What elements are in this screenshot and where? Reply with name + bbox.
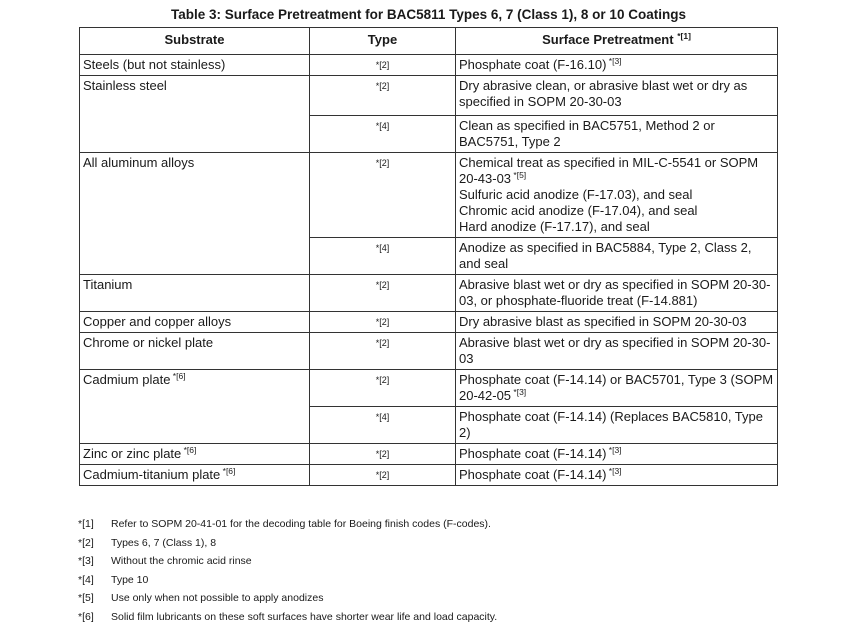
type-cell: *[4] xyxy=(310,407,456,444)
footnote: *[2] Types 6, 7 (Class 1), 8 xyxy=(78,536,217,549)
table-row xyxy=(80,465,778,486)
type-cell: *[2] xyxy=(310,275,456,312)
header-note-ref: *[1] xyxy=(677,31,691,41)
substrate-cell: Cadmium-titanium plate $^{*[6]}$ xyxy=(80,465,310,486)
type-cell: *[2] xyxy=(310,153,456,238)
table-row xyxy=(80,370,778,407)
header-type: Type xyxy=(310,28,456,55)
header-pretreatment: Surface Pretreatment $^{*[1]}$ xyxy=(456,28,778,55)
pretreatment-cell: Abrasive blast wet or dry as specified in SOPM 20-30-03 xyxy=(456,333,778,370)
pretreatment-cell: Dry abrasive clean, or abrasive blast wet or dry as specified in SOPM 20-30-03 xyxy=(456,76,778,116)
table-body xyxy=(80,55,778,486)
table-row xyxy=(80,76,778,116)
substrate-cell: Titanium xyxy=(80,275,310,312)
pretreatment-cell: Chemical treat as specified in MIL-C-5541 or SOPM 20-43-03 $^{*[5]}$ Sulfuric acid anodize (F-17.03), and seal Chromic acid anodize (F-17.04), and seal Hard anodize (F-17.17), and seal xyxy=(456,153,778,238)
pretreatment-cell: Anodize as specified in BAC5884, Type 2, Class 2, and seal xyxy=(456,238,778,275)
footnote: *[1] Refer to SOPM 20-41-01 for the decoding table for Boeing finish codes (F-codes). xyxy=(78,518,491,530)
pretreatment-cell: Phosphate coat (F-14.14) $^{*[3]}$ xyxy=(456,444,778,465)
substrate-cell: Chrome or nickel plate xyxy=(80,333,310,370)
pretreatment-cell: Phosphate coat (F-16.10) $^{*[3]}$ xyxy=(456,55,778,76)
type-cell: *[2] xyxy=(310,444,456,465)
footnote: *[4] Type 10 xyxy=(78,573,149,586)
table-row xyxy=(80,333,778,370)
pretreatment-cell: Abrasive blast wet or dry as specified in SOPM 20-30-03, or phosphate-fluoride treat (F-14.881) xyxy=(456,275,778,312)
pretreatment-cell: Phosphate coat (F-14.14) $^{*[3]}$ xyxy=(456,465,778,486)
table-header-row xyxy=(80,28,778,55)
substrate-cell: Cadmium plate $^{*[6]}$ xyxy=(80,370,310,444)
type-cell: *[2] xyxy=(310,333,456,370)
footnote: *[6] Solid film lubricants on these soft surfaces have shorter wear life and load capacity. xyxy=(78,610,498,623)
type-cell: *[2] xyxy=(310,55,456,76)
table-row xyxy=(80,153,778,238)
type-cell: *[4] xyxy=(310,238,456,275)
type-cell: *[4] xyxy=(310,116,456,153)
substrate-cell: Stainless steel xyxy=(80,76,310,153)
type-cell: *[2] xyxy=(310,465,456,486)
table-row xyxy=(80,312,778,333)
type-cell: *[2] xyxy=(310,370,456,407)
pretreatment-cell: Phosphate coat (F-14.14) (Replaces BAC5810, Type 2) xyxy=(456,407,778,444)
type-cell: *[2] xyxy=(310,76,456,116)
table-title: Table 3: Surface Pretreatment for BAC5811 Types 6, 7 (Class 1), 8 or 10 Coatings xyxy=(171,7,686,22)
pretreatment-table xyxy=(79,27,778,486)
table-row xyxy=(80,444,778,465)
type-cell: *[2] xyxy=(310,312,456,333)
table-row xyxy=(80,275,778,312)
footnote: *[5] Use only when not possible to apply anodizes xyxy=(78,592,324,605)
table-row xyxy=(80,55,778,76)
pretreatment-cell: Dry abrasive blast as specified in SOPM 20-30-03 xyxy=(456,312,778,333)
footnotes xyxy=(78,515,497,627)
substrate-cell: Zinc or zinc plate $^{*[6]}$ xyxy=(80,444,310,465)
substrate-cell: All aluminum alloys xyxy=(80,153,310,275)
header-substrate: Substrate xyxy=(80,28,310,55)
substrate-cell: Steels (but not stainless) xyxy=(80,55,310,76)
substrate-cell: Copper and copper alloys xyxy=(80,312,310,333)
footnote: *[3] Without the chromic acid rinse xyxy=(78,555,252,568)
pretreatment-cell: Clean as specified in BAC5751, Method 2 or BAC5751, Type 2 xyxy=(456,116,778,153)
pretreatment-cell: Phosphate coat (F-14.14) or BAC5701, Type 3 (SOPM 20-42-05 $^{*[3]}$ xyxy=(456,370,778,407)
